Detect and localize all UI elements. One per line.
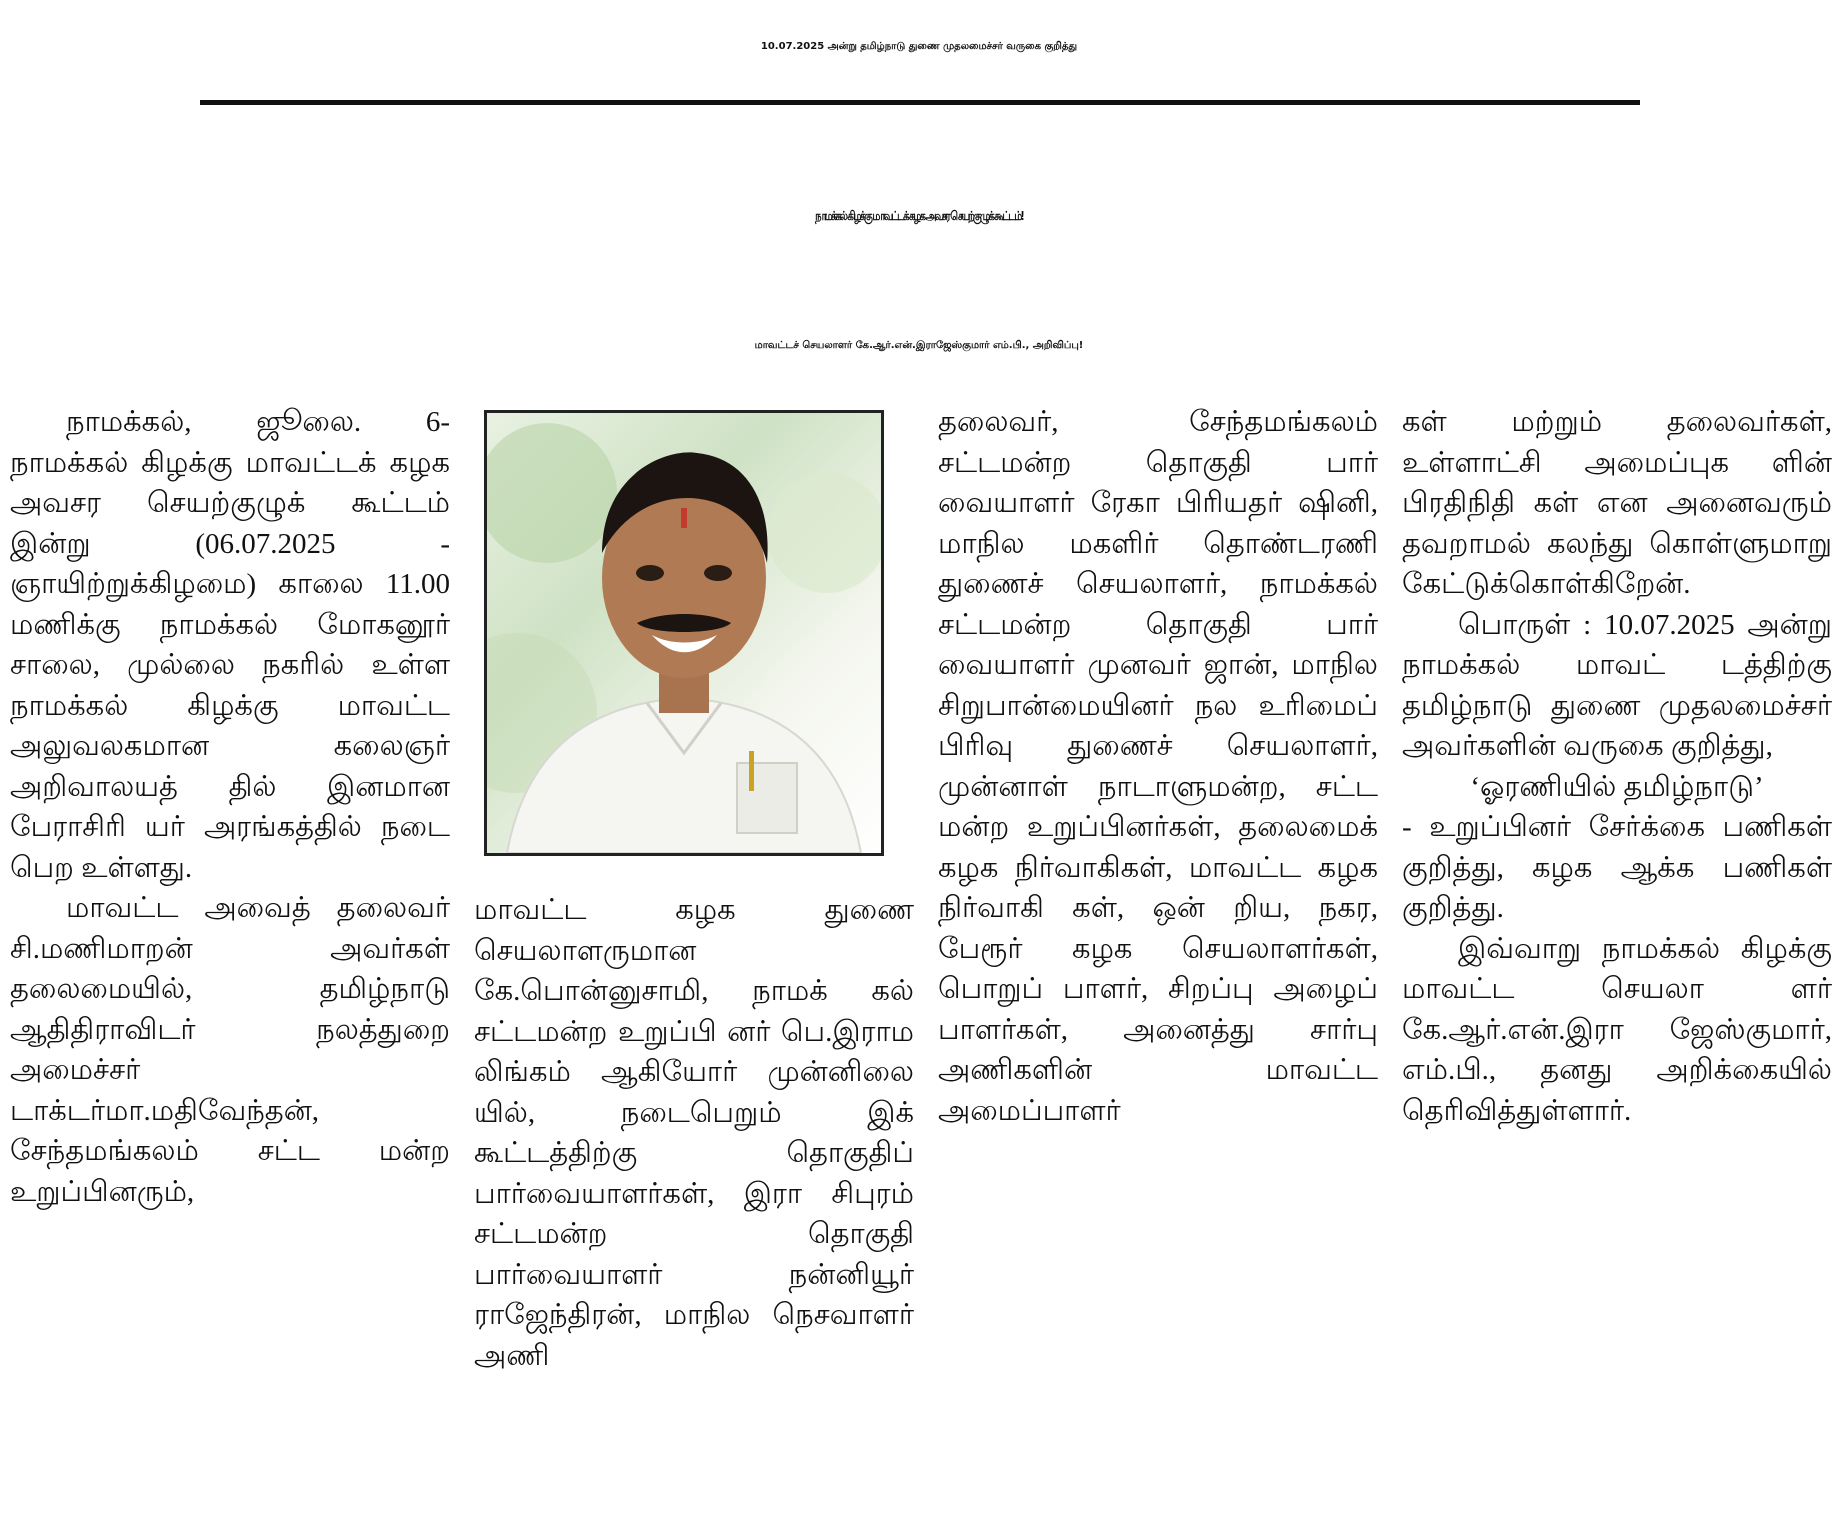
- article-paragraph: தலைவர், சேந்தமங்கலம் சட்டமன்ற தொகுதி பார் வையாளர் ரேகா பிரியதர் ஷினி, மாநில மகளிர் தொண்டரணி துணைச் செயலாளர், நாமக்கல் சட்டமன்ற தொகுதி பார் வையாளர் முனவர் ஜான், மாநில சிறுபான்மையினர் நல உரிமைப் பிரிவு துணைச் செயலாளர், முன்னாள் நாடாளுமன்ற, சட்ட மன்ற உறுப்பினர்கள், தலைமைக் கழக நிர்வாகிகள், மாவட்ட கழக நிர்வாகி கள், ஒன் றிய, நகர, பேரூர் கழக செயலாளர்கள், பொறுப் பாளர், சிறப்பு அழைப் பாளர்கள், அனைத்து சார்பு அணிகளின் மாவட்ட அமைப்பாளர்: [938, 406, 1378, 1127]
- campaign-title: ‘ஓரணியில் தமிழ்நாடு’: [1470, 770, 1764, 803]
- article-column-3: [938, 402, 1378, 1517]
- kicker-headline: 10.07.2025 அன்று தமிழ்நாடு துணை முதலமைச்சர் வருகை குறித்து: [760, 41, 1078, 52]
- article-paragraph: மாவட்ட கழக துணை செயலாளருமான கே.பொன்னுசாமி, நாமக் கல் சட்டமன்ற உறுப்பி னர் பெ.இராம லிங்கம் ஆகியோர் முன்னிலை யில், நடைபெறும் இக் கூட்டத்திற்கு தொகுதிப் பார்வையாளர்கள், இரா சிபுரம் சட்டமன்ற தொகுதி பார்வையாளர் நன்னியூர் ராஜேந்திரன், மாநில நெசவாளர் அணி: [474, 894, 914, 1372]
- article-paragraph: கள் மற்றும் தலைவர்கள், உள்ளாட்சி அமைப்புக ளின் பிரதிநிதி கள் என அனைவரும் தவறாமல் கலந்து கொள்ளுமாறு கேட்டுக்கொள்கிறேன்.: [1402, 406, 1832, 600]
- article-paragraph: இவ்வாறு நாமக்கல் கிழக்கு மாவட்ட செயலா ளர் கே.ஆர்.என்.இரா ஜேஸ்குமார், எம்.பி., தனது அறிக்கையில் தெரிவித்துள்ளார்.: [1402, 932, 1832, 1127]
- portrait-photo: [484, 410, 884, 856]
- article-paragraph: பொருள் : 10.07.2025 அன்று நாமக்கல் மாவட் டத்திற்கு தமிழ்நாடு துணை முதலமைச்சர் அவர்களின் வருகை குறித்து,: [1402, 608, 1832, 762]
- article-paragraph: நாமக்கல், ஜூலை. 6- நாமக்கல் கிழக்கு மாவட்டக் கழக அவசர செயற்குழுக் கூட்டம் இன்று (06.07.2025 - ஞாயிற்றுக்கிழமை) காலை 11.00 மணிக்கு நாமக்கல் மோகனூர் சாலை, முல்லை நகரில் உள்ள நாமக்கல் கிழக்கு மாவட்ட அலுவலகமான கலைஞர் அறிவாலயத் தில் இனமான பேராசிரி யர் அரங்கத்தில் நடை பெற உள்ளது.: [10, 406, 450, 884]
- sub-headline: மாவட்டச் செயலாளர் கே.ஆர்.என்.இராஜேஸ்குமார் எம்.பி., அறிவிப்பு!: [754, 340, 1084, 351]
- portrait-illustration: [487, 413, 881, 853]
- main-headline: நாமக்கல் கிழக்கு மாவட்டக் கழக அவசர செயற்குழுக் கூட்டம்!: [815, 210, 1023, 224]
- article-paragraph: மாவட்ட அவைத் தலைவர் சி.மணிமாறன் அவர்கள் தலைமையில், தமிழ்நாடு ஆதிதிராவிடர் நலத்துறை அமைச்சர் டாக்டர்மா.மதிவேந்தன், சேந்தமங்கலம் சட்ட மன்ற உறுப்பினரும்,: [10, 892, 450, 1208]
- article-column-4: [1402, 402, 1832, 1517]
- article-column-2: [474, 890, 914, 1515]
- headline-rule: [200, 100, 1640, 105]
- article-column-1: [10, 402, 450, 1517]
- article-paragraph: - உறுப்பினர் சேர்க்கை பணிகள் குறித்து, கழக ஆக்க பணிகள் குறித்து.: [1402, 811, 1832, 924]
